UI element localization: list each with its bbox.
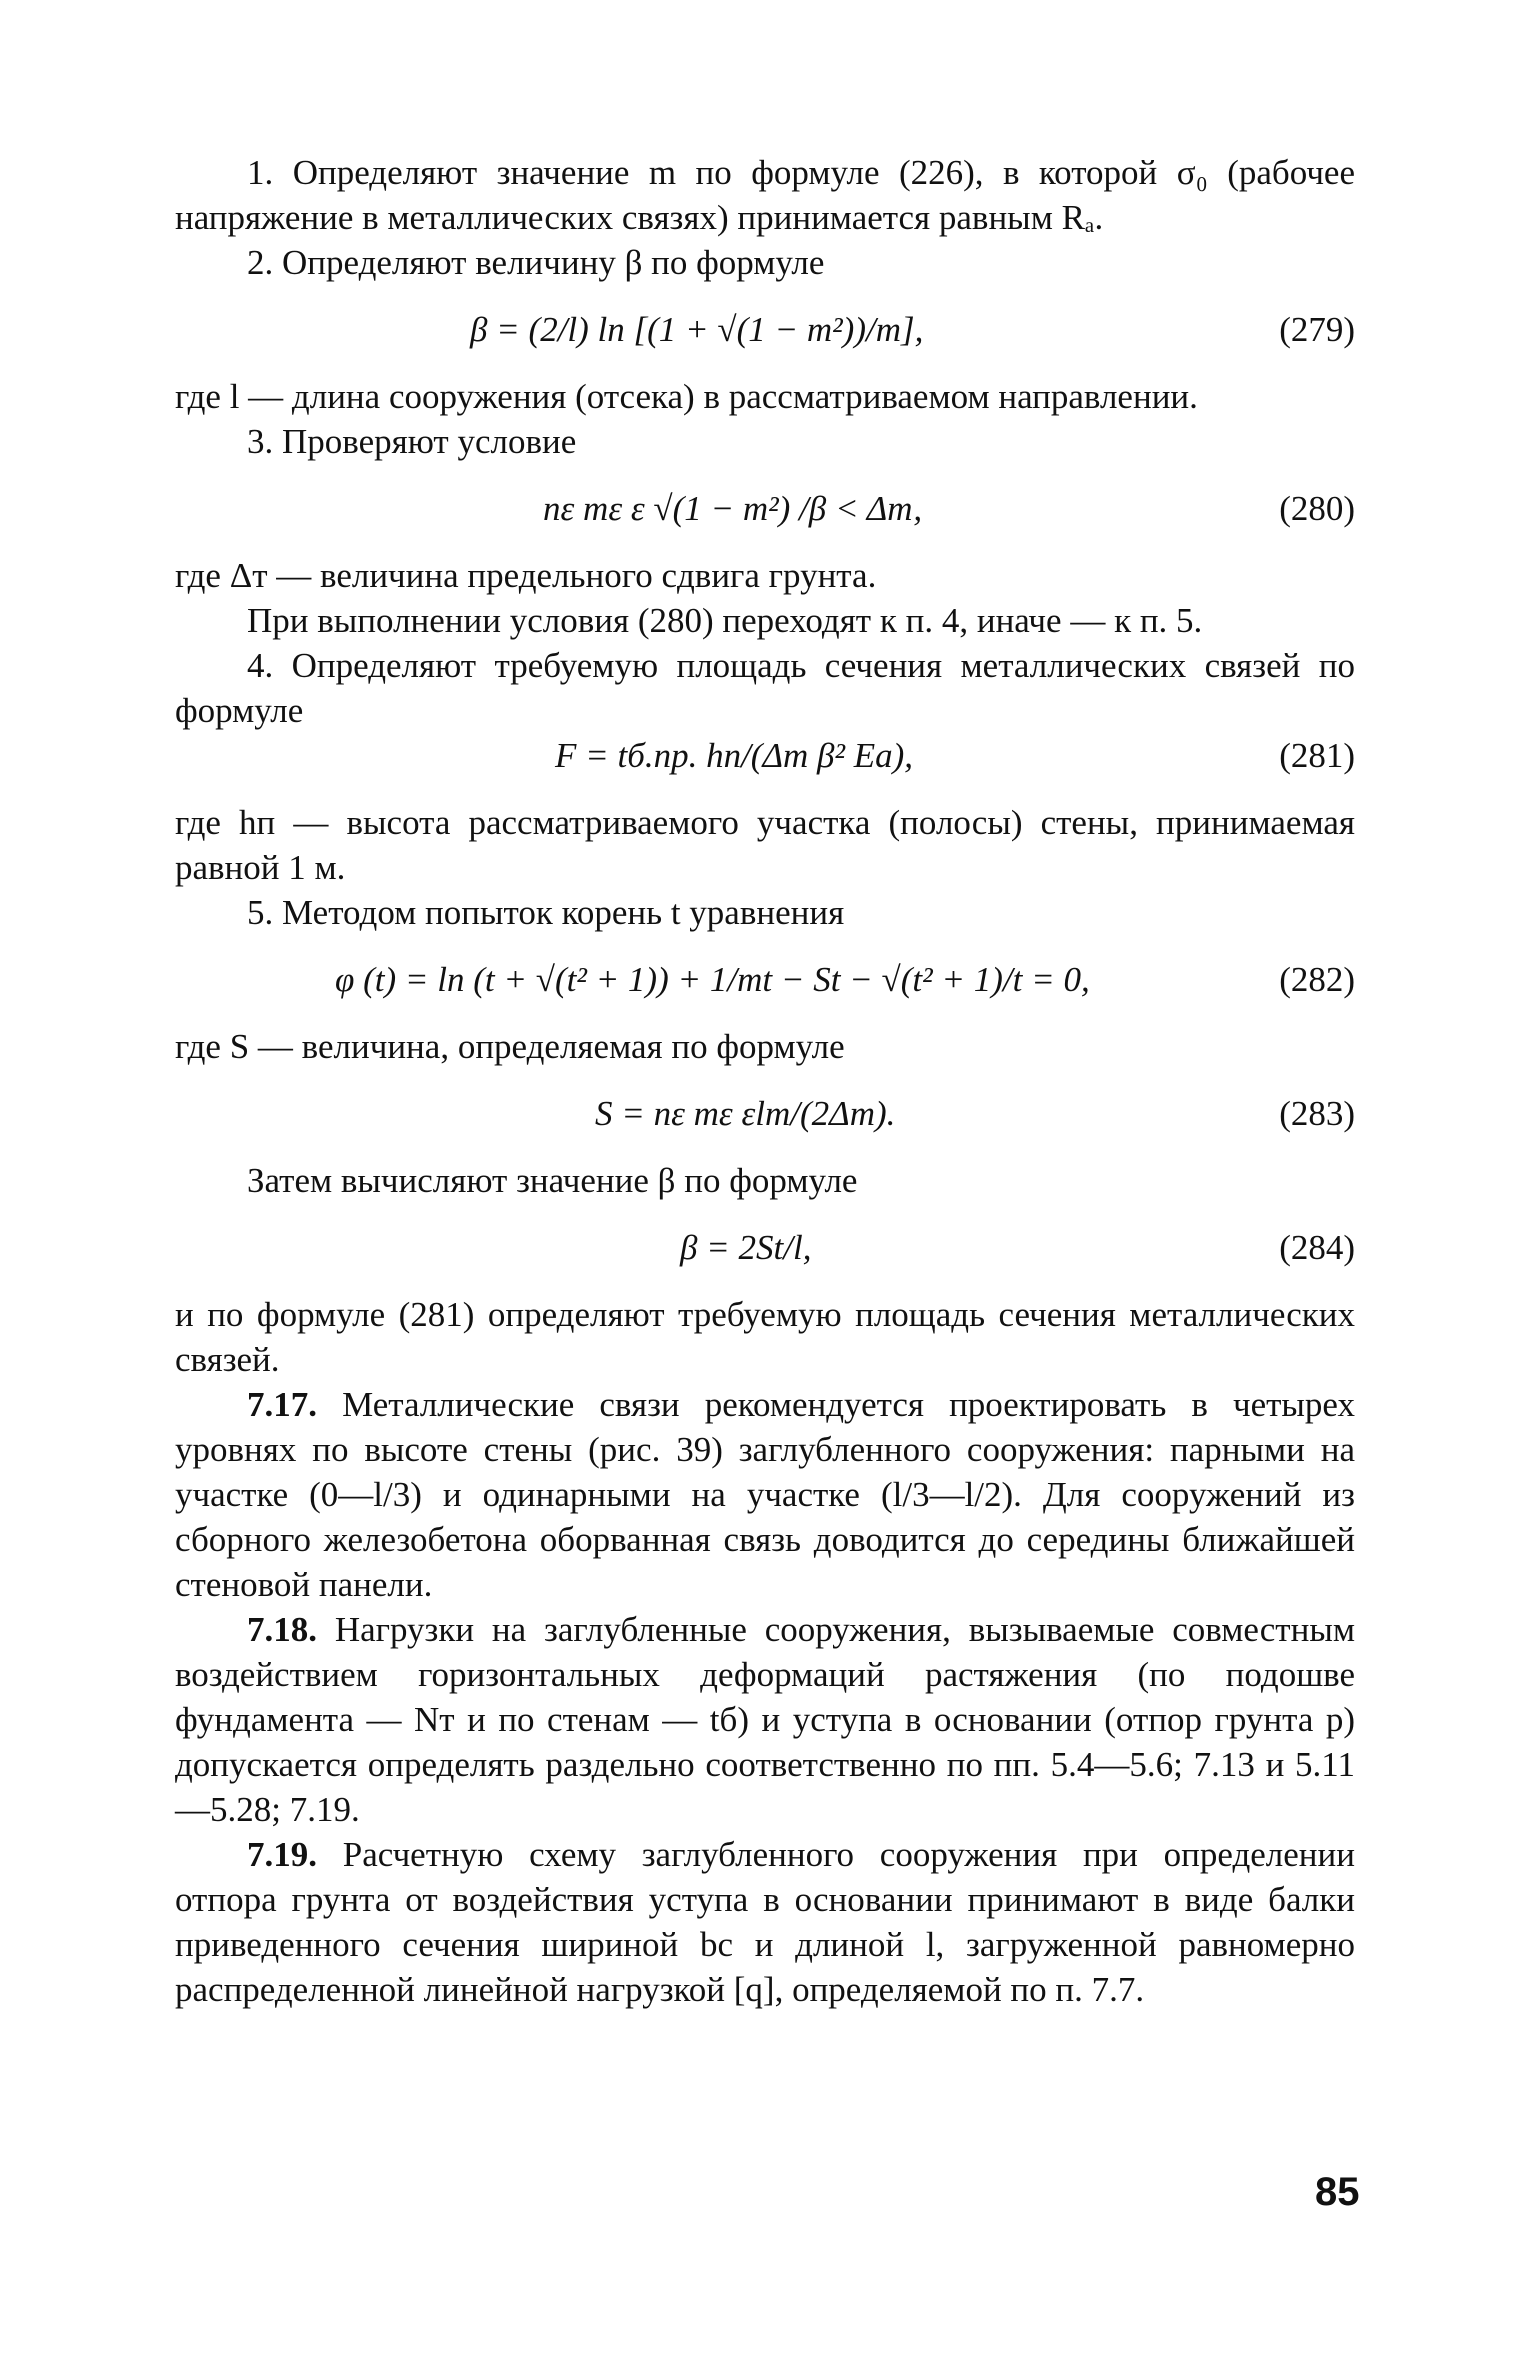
paragraph-7-19 bbox=[175, 1832, 1355, 2012]
equation-body: F = tб.пр. hп/(Δт β² Eа), bbox=[555, 736, 913, 775]
equation-279 bbox=[175, 307, 1355, 352]
paragraph-step-5: 5. Методом попыток корень t уравнения bbox=[247, 893, 845, 932]
section-number: 7.18. bbox=[247, 1610, 317, 1649]
page-content bbox=[175, 150, 1355, 2012]
paragraph-step-2: 2. Определяют величину β по формуле bbox=[247, 243, 825, 282]
section-text: Расчетную схему заглубленного сооружения при определении отпора грунта от воздействия уступа в основании принимают в виде балки приведенного сечения шириной bс и длиной l, загруженной равномерно распределенной линейной нагрузкой [q], определяемой по п. 7.7. bbox=[175, 1835, 1355, 2009]
paragraph-7-17 bbox=[175, 1382, 1355, 1607]
equation-number: (279) bbox=[1279, 310, 1355, 349]
equation-281 bbox=[175, 733, 1355, 778]
paragraph-where-s: где S — величина, определяемая по формуле bbox=[175, 1027, 845, 1066]
section-number: 7.19. bbox=[247, 1835, 317, 1874]
paragraph-step-4: 4. Определяют требуемую площадь сечения металлических связей по формуле bbox=[175, 646, 1355, 730]
paragraph-area-281: и по формуле (281) определяют требуемую площадь сечения металлических связей. bbox=[175, 1295, 1355, 1379]
equation-body: β = (2/l) ln [(1 + √(1 − m²))/m], bbox=[470, 310, 924, 349]
page-number: 85 bbox=[1315, 2170, 1360, 2214]
section-number: 7.17. bbox=[247, 1385, 317, 1424]
paragraph-step-1: 1. Определяют значение m по формуле (226), в которой σ₀ (рабочее напряжение в металлических связях) принимается равным Rₐ. bbox=[175, 153, 1355, 237]
equation-body: φ (t) = ln (t + √(t² + 1)) + 1/mt − St − √(t² + 1)/t = 0, bbox=[335, 960, 1090, 999]
equation-number: (282) bbox=[1279, 960, 1355, 999]
equation-body: β = 2St/l, bbox=[680, 1228, 812, 1267]
equation-body: S = nε mε εlm/(2Δт). bbox=[595, 1094, 896, 1133]
equation-number: (284) bbox=[1279, 1228, 1355, 1267]
equation-number: (280) bbox=[1279, 489, 1355, 528]
paragraph-condition: При выполнении условия (280) переходят к п. 4, иначе — к п. 5. bbox=[247, 601, 1203, 640]
paragraph-where-h: где hп — высота рассматриваемого участка (полосы) стены, принимаемая равной 1 м. bbox=[175, 803, 1355, 887]
equation-283 bbox=[175, 1091, 1355, 1136]
equation-280 bbox=[175, 486, 1355, 531]
equation-number: (281) bbox=[1279, 736, 1355, 775]
paragraph-where-delta: где Δт — величина предельного сдвига грунта. bbox=[175, 556, 877, 595]
paragraph-7-18 bbox=[175, 1607, 1355, 1832]
section-text: Металлические связи рекомендуется проектировать в четырех уровнях по высоте стены (рис. 39) заглубленного сооружения: парными на участке (0—l/3) и одинарными на участке (l/3—l/2). Для сооружений из сборного железобетона оборванная связь доводится до середины ближайшей стеновой панели. bbox=[175, 1385, 1355, 1604]
paragraph-then-beta: Затем вычисляют значение β по формуле bbox=[247, 1161, 858, 1200]
equation-number: (283) bbox=[1279, 1094, 1355, 1133]
paragraph-where-l: где l — длина сооружения (отсека) в рассматриваемом направлении. bbox=[175, 377, 1198, 416]
equation-282 bbox=[175, 957, 1355, 1002]
equation-body: nε mε ε √(1 − m²) /β < Δт, bbox=[543, 489, 923, 528]
equation-284 bbox=[175, 1225, 1355, 1270]
section-text: Нагрузки на заглубленные сооружения, вызываемые совместным воздействием горизонтальных деформаций растяжения (по подошве фундамента — Nт и по стенам — tб) и уступа в основании (отпор грунта p) допускается определять раздельно соответственно по пп. 5.4—5.6; 7.13 и 5.11—5.28; 7.19. bbox=[175, 1610, 1355, 1829]
paragraph-step-3: 3. Проверяют условие bbox=[247, 422, 577, 461]
